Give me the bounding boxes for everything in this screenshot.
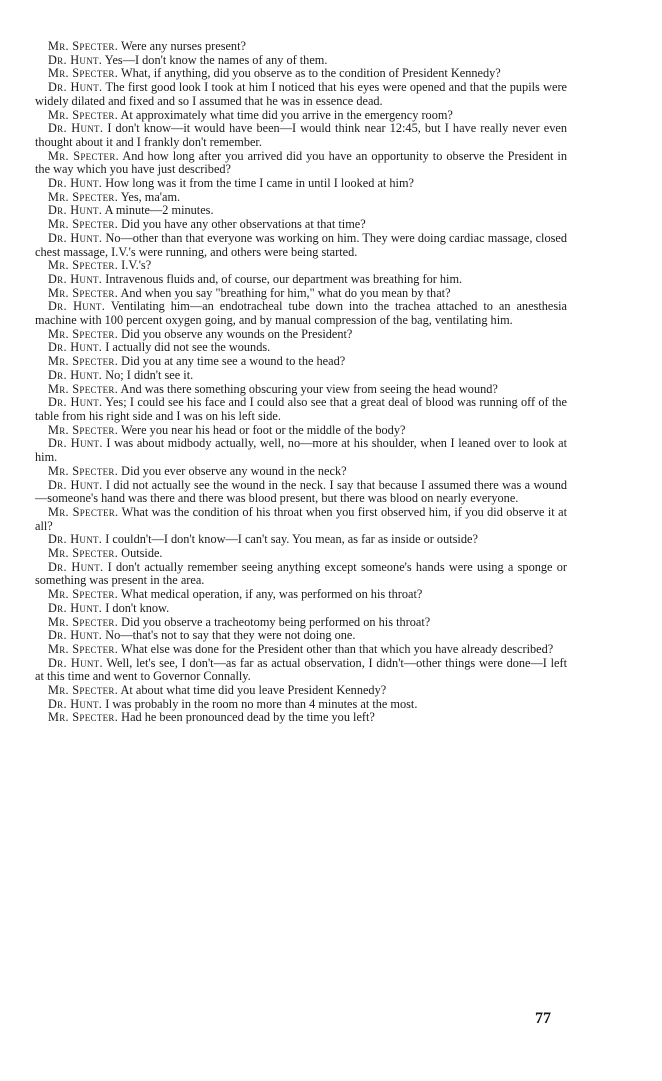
speaker-name: Dr. Hunt. xyxy=(48,655,103,670)
transcript-paragraph xyxy=(35,150,567,177)
speaker-name: Mr. Specter. xyxy=(48,381,119,396)
speech-text: I was probably in the room no more than 4 minutes at the most. xyxy=(102,696,418,711)
speaker-name: Mr. Specter. xyxy=(48,217,119,232)
transcript-paragraph xyxy=(35,643,567,657)
speech-text: What medical operation, if any, was performed on his throat? xyxy=(118,587,423,602)
transcript-paragraph xyxy=(35,122,567,149)
transcript-paragraph xyxy=(35,561,567,588)
speaker-name: Dr. Hunt. xyxy=(48,477,103,492)
speaker-name: Dr. Hunt. xyxy=(48,299,106,314)
speech-text: I don't know—it would have been—I would think near 12:45, but I have really never even thought about it and I frankly don't remember. xyxy=(35,121,567,149)
transcript-paragraph xyxy=(35,424,567,438)
speaker-name: Mr. Specter. xyxy=(48,66,119,81)
transcript-paragraph xyxy=(35,684,567,698)
transcript-paragraph xyxy=(35,177,567,191)
speech-text: I was about midbody actually, well, no—more at his shoulder, when I leaned over to look at him. xyxy=(35,436,567,465)
speaker-name: Mr. Specter. xyxy=(48,107,119,122)
speech-text: And how long after you arrived did you have an opportunity to observe the President in the way which you have just described? xyxy=(35,148,567,177)
speech-text: I actually did not see the wounds. xyxy=(102,340,271,355)
transcript-paragraph xyxy=(35,396,567,423)
transcript-paragraph xyxy=(35,437,567,464)
transcript-paragraph xyxy=(35,506,567,533)
speech-text: Outside. xyxy=(118,546,163,561)
speech-text: Were any nurses present? xyxy=(118,39,246,53)
speech-text: No—other than that everyone was working on him. They were doing cardiac massage, closed chest massage, I.V.'s were running, and others were being started. xyxy=(35,230,568,259)
speech-text: Intravenous fluids and, of course, our department was breathing for him. xyxy=(102,271,463,286)
speech-text: Were you near his head or foot or the middle of the body? xyxy=(118,422,406,437)
transcript-paragraph xyxy=(35,191,567,205)
speech-text: A minute—2 minutes. xyxy=(102,203,214,218)
transcript-paragraph xyxy=(35,629,567,643)
speaker-name: Dr. Hunt. xyxy=(48,436,103,451)
transcript-paragraph xyxy=(35,711,567,725)
speaker-name: Mr. Specter. xyxy=(48,641,119,656)
speaker-name: Mr. Specter. xyxy=(48,354,119,369)
speaker-name: Dr. Hunt. xyxy=(48,532,103,547)
speech-text: No; I didn't see it. xyxy=(102,367,194,382)
transcript-paragraph xyxy=(35,287,567,301)
speaker-name: Mr. Specter. xyxy=(48,189,119,204)
transcript-paragraph xyxy=(35,67,567,81)
speaker-name: Mr. Specter. xyxy=(48,258,119,273)
speaker-name: Dr. Hunt. xyxy=(48,121,104,136)
speaker-name: Mr. Specter. xyxy=(48,422,119,437)
speaker-name: Mr. Specter. xyxy=(48,463,119,478)
speech-text: And was there something obscuring your view from seeing the head wound? xyxy=(118,381,498,396)
speech-text: I.V.'s? xyxy=(118,258,152,273)
speaker-name: Dr. Hunt. xyxy=(48,271,103,286)
speaker-name: Dr. Hunt. xyxy=(48,176,103,191)
transcript-paragraph xyxy=(35,40,567,54)
transcript-paragraph xyxy=(35,369,567,383)
transcript-paragraph xyxy=(35,383,567,397)
speaker-name: Dr. Hunt. xyxy=(48,395,103,410)
speech-text: What, if anything, did you observe as to the condition of President Kennedy? xyxy=(118,66,501,81)
transcript-paragraph xyxy=(35,218,567,232)
transcript-paragraph xyxy=(35,328,567,342)
transcript-paragraph xyxy=(35,355,567,369)
speaker-name: Dr. Hunt. xyxy=(48,628,103,643)
transcript-paragraph xyxy=(35,54,567,68)
speech-text: Did you ever observe any wound in the neck? xyxy=(118,463,347,478)
speaker-name: Dr. Hunt. xyxy=(48,696,103,711)
speaker-name: Dr. Hunt. xyxy=(48,559,104,574)
speech-text: At about what time did you leave President Kennedy? xyxy=(118,683,387,698)
speech-text: Had he been pronounced dead by the time you left? xyxy=(118,710,375,725)
speech-text: Did you observe any wounds on the President? xyxy=(118,326,353,341)
speaker-name: Mr. Specter. xyxy=(48,285,119,300)
transcript-paragraph xyxy=(35,616,567,630)
speech-text: Well, let's see, I don't—as far as actual observation, I didn't—other things were done—I left at this time and went to Governor Connally. xyxy=(35,655,568,684)
speaker-name: Mr. Specter. xyxy=(48,148,120,163)
speech-text: Did you at any time see a wound to the head? xyxy=(118,354,346,369)
speech-text: How long was it from the time I came in until I looked at him? xyxy=(102,176,414,191)
speech-text: Yes—I don't know the names of any of them. xyxy=(102,52,328,67)
transcript-paragraph xyxy=(35,259,567,273)
transcript-paragraph xyxy=(35,657,567,684)
speaker-name: Mr. Specter. xyxy=(48,39,119,53)
speaker-name: Mr. Specter. xyxy=(48,710,119,725)
speaker-name: Dr. Hunt. xyxy=(48,367,103,382)
transcript-paragraph xyxy=(35,232,567,259)
speech-text: Did you observe a tracheotomy being performed on his throat? xyxy=(118,614,431,629)
speaker-name: Mr. Specter. xyxy=(48,614,119,629)
speech-text: And when you say "breathing for him," what do you mean by that? xyxy=(118,285,451,300)
transcript-paragraph xyxy=(35,204,567,218)
speech-text: Yes; I could see his face and I could also see that a great deal of blood was running off of the table from his right side and I was on his left side. xyxy=(35,395,567,423)
speaker-name: Mr. Specter. xyxy=(48,683,119,698)
transcript-paragraph xyxy=(35,479,567,506)
speech-text: I don't actually remember seeing anything except someone's hands were using a sponge or something was present in the area. xyxy=(35,559,567,588)
transcript-paragraph xyxy=(35,273,567,287)
speech-text: I couldn't—I don't know—I can't say. You mean, as far as inside or outside? xyxy=(102,532,478,547)
speech-text: At approximately what time did you arrive in the emergency room? xyxy=(118,107,453,122)
speaker-name: Dr. Hunt. xyxy=(48,203,103,218)
speaker-name: Dr. Hunt. xyxy=(48,600,103,615)
transcript-paragraph xyxy=(35,533,567,547)
speaker-name: Dr. Hunt. xyxy=(48,230,103,245)
speech-text: I did not actually see the wound in the neck. I say that because I assumed there was a wound—someone's hand was there and there was blood present, but there was blood on nearly everyone. xyxy=(35,477,567,506)
speech-text: The first good look I took at him I noticed that his eyes were opened and that the pupils were widely dilated and fixed and so I assumed that he was in essence dead. xyxy=(35,80,568,108)
transcript-paragraph xyxy=(35,300,567,327)
page-number: 77 xyxy=(535,1010,551,1027)
transcript-paragraph xyxy=(35,602,567,616)
speaker-name: Dr. Hunt. xyxy=(48,80,103,95)
transcript-paragraph xyxy=(35,588,567,602)
speaker-name: Mr. Specter. xyxy=(48,546,119,561)
speech-text: No—that's not to say that they were not doing one. xyxy=(102,628,356,643)
speaker-name: Dr. Hunt. xyxy=(48,52,103,67)
transcript-body xyxy=(35,40,567,725)
speech-text: What else was done for the President other than that which you have already described? xyxy=(118,641,554,656)
transcript-paragraph xyxy=(35,698,567,712)
speaker-name: Mr. Specter. xyxy=(48,587,119,602)
transcript-paragraph xyxy=(35,465,567,479)
speech-text: Yes, ma'am. xyxy=(118,189,181,204)
speaker-name: Mr. Specter. xyxy=(48,326,119,341)
speech-text: Did you have any other observations at that time? xyxy=(118,217,366,232)
speaker-name: Mr. Specter. xyxy=(48,504,119,519)
speech-text: What was the condition of his throat when you first observed him, if you did observe it at all? xyxy=(35,504,568,533)
speaker-name: Dr. Hunt. xyxy=(48,340,103,355)
transcript-paragraph xyxy=(35,81,567,108)
speech-text: Ventilating him—an endotracheal tube down into the trachea attached to an anesthesia machine with 100 percent oxygen going, and by manual compression of the bag, ventilating him. xyxy=(35,299,568,328)
transcript-paragraph xyxy=(35,341,567,355)
transcript-paragraph xyxy=(35,109,567,123)
speech-text: I don't know. xyxy=(102,600,170,615)
transcript-paragraph xyxy=(35,547,567,561)
